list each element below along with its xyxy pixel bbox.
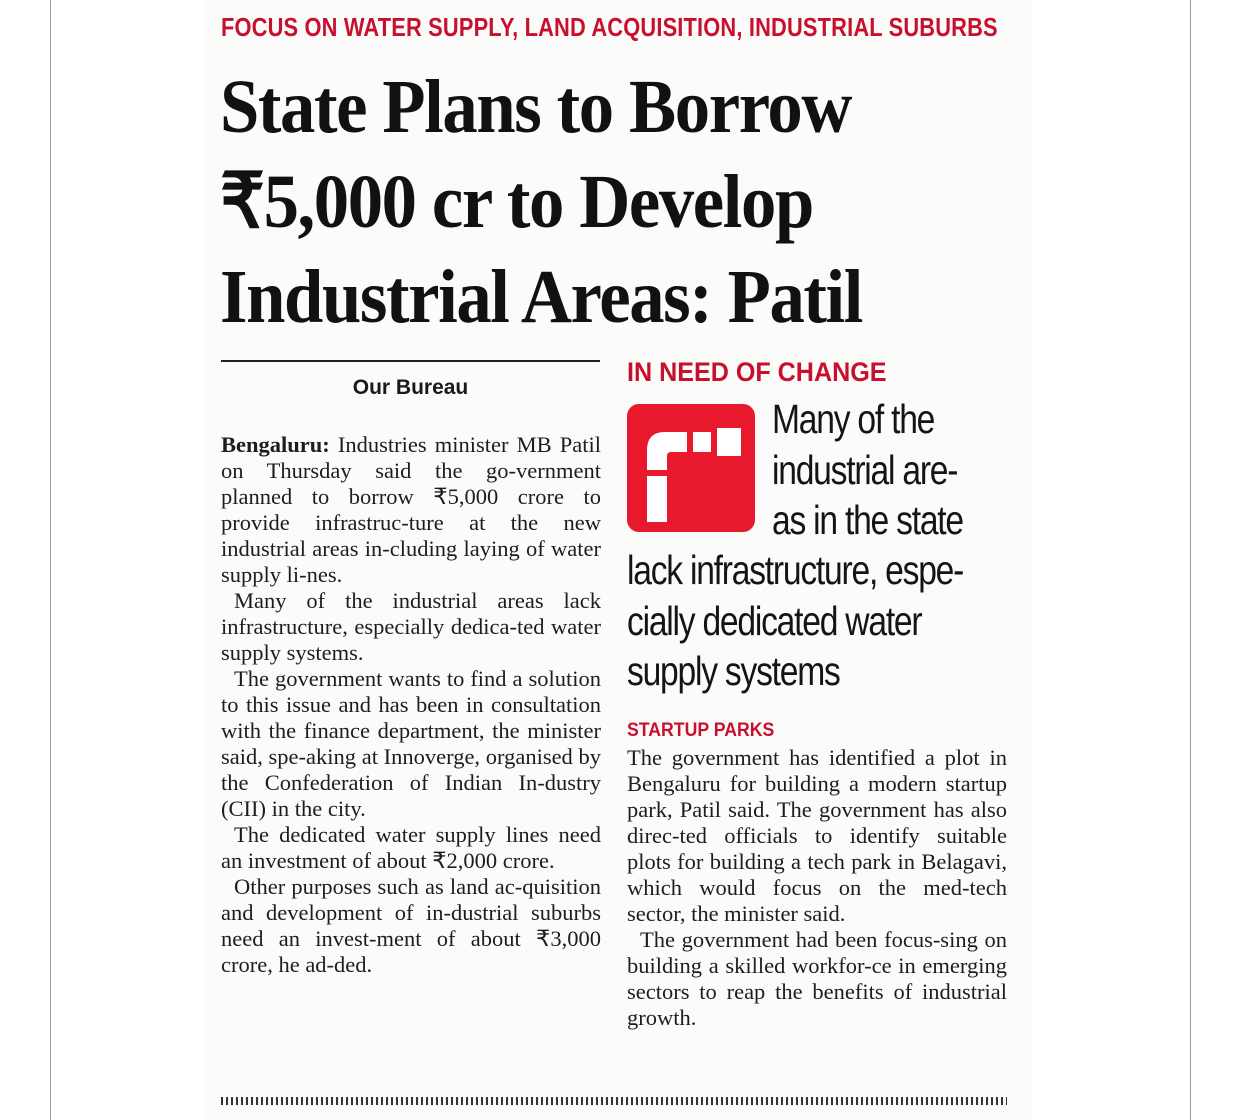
headline-line-2: ₹5,000 cr to Develop [220,160,813,244]
right-frame-line [1190,0,1191,1120]
pull-quote-line: cially dedicated water [627,597,922,644]
headline-line-3: Industrial Areas: Patil [220,255,863,339]
pull-quote-line: lack infrastructure, espe- [627,547,964,593]
right-paragraph-1: The government has identified a plot in Bengaluru for building a modern startup park, Patil said. The government has also direc-ted officials to identify suitable plots for building a tech park in Belagavi, which would focus on the med-tech sector, the minister said. [627,745,1007,926]
pull-quote-line: as in the state [772,497,963,543]
dateline: Bengaluru: [221,432,330,457]
byline-rule [221,360,600,362]
article-paragraph-4: The dedicated water supply lines need an investment of about ₹2,000 crore. [221,822,601,873]
pull-quote-line: Many of the [772,396,935,442]
article-paragraph-2: Many of the industrial areas lack infrastructure, especially dedica-ted water supply systems. [221,588,601,665]
right-paragraph-2: The government had been focus-sing on building a skilled workfor-ce in emerging sectors to reap the benefits of industrial growth. [627,927,1007,1030]
pull-quote-below-icon [627,545,963,697]
left-article-column [221,432,601,978]
right-article-column [627,745,1007,1031]
pull-quote-line: industrial are- [772,446,958,493]
paragraph-1-text: Industries minister MB Patil on Thursday said the go-vernment planned to borrow ₹5,000 crore to provide infrastruc-ture at the new industrial areas in-cluding laying of water supply li-nes. [221,432,601,587]
bottom-dotted-rule [221,1097,1007,1105]
article-paragraph-5: Other purposes such as land ac-quisition and development of in-dustrial suburbs need an invest-ment of about ₹3,000 crore, he ad-ded. [221,874,601,977]
article-paragraph-3: The government wants to find a solution to this issue and has been in consultation with the finance department, the minister said, spe-aking at Innoverge, organised by the Confederation of Indian In-dustry (CII) in the city. [221,666,601,821]
water-pipe-icon [627,404,755,532]
headline-line-1: State Plans to Borrow [220,65,851,149]
left-frame-line [50,0,51,1120]
byline: Our Bureau [352,376,469,399]
kicker-headline: FOCUS ON WATER SUPPLY, LAND ACQUISITION, INDUSTRIAL SUBURBS [221,12,998,42]
main-headline [220,60,1020,345]
pull-quote-beside-icon [772,394,963,546]
startup-parks-subhead: STARTUP PARKS [627,720,775,741]
article-paragraph-1 [221,432,601,588]
pull-quote-line: supply systems [627,648,840,694]
pull-quote-heading: IN NEED OF CHANGE [627,357,887,387]
